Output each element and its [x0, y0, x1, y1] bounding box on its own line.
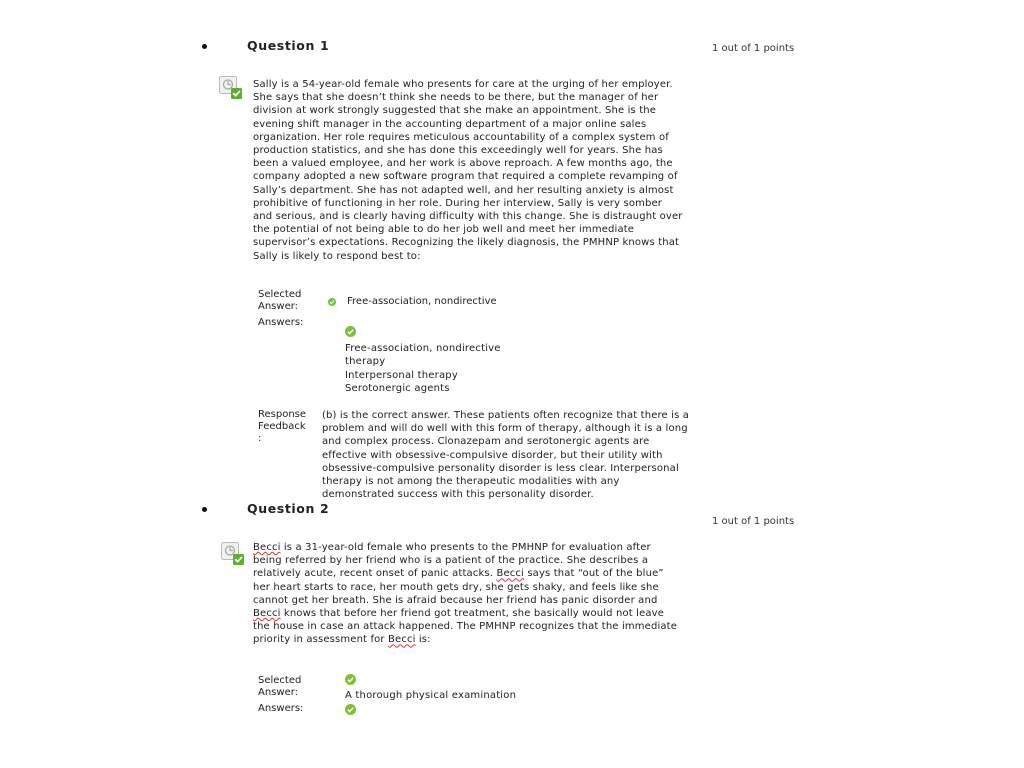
- correct-answer-icon: [219, 76, 243, 100]
- answer-option: therapy: [345, 356, 386, 368]
- check-icon: [345, 674, 356, 685]
- selected-answer-label: Selected Answer:: [258, 675, 302, 698]
- misspelled-name: Becci: [253, 542, 281, 553]
- question-text: Becci is a 31-year-old female who presents to the PMHNP for evaluation after being referred by her friend who is a patient of the practice. She describes a relatively acute, recent onset of panic attacks. Becci says that “out of the blue” her heart starts to race, her mouth gets dry, she gets shaky, and feels like she cannot get her breath. She is afraid because her friend has panic disorder and Becci knows that before her friend got treatment, she basically would not leave the house in case an attack happened. The PMHNP recognizes that the immediate priority in assessment for Becci is:: [253, 542, 678, 646]
- answer-option: Interpersonal therapy: [345, 369, 458, 381]
- misspelled-name: Becci: [496, 568, 524, 580]
- answers-label: Answers:: [258, 703, 304, 714]
- misspelled-name: Becci: [253, 608, 281, 620]
- question-title: Question 2: [247, 501, 330, 516]
- question-points: 1 out of 1 points: [712, 516, 795, 527]
- answers-list: [345, 342, 501, 395]
- correct-answer-icon: [221, 542, 245, 566]
- response-feedback-label: Response Feedback :: [258, 409, 307, 444]
- question-bullet: [202, 44, 207, 49]
- check-icon: [328, 298, 336, 306]
- selected-answer-label: Selected Answer:: [258, 289, 302, 312]
- question-title: Question 1: [247, 38, 330, 53]
- selected-answer: A thorough physical examination: [345, 690, 517, 701]
- question-points: 1 out of 1 points: [712, 43, 795, 54]
- check-icon: [345, 704, 356, 715]
- answers-label: Answers:: [258, 317, 304, 328]
- selected-answer: Free-association, nondirective: [347, 296, 497, 307]
- question-text: Sally is a 54-year-old female who presents for care at the urging of her employer. She says that she doesn’t think she needs to be there, but the manager of her division at work strongly suggested that she make an appointment. She is the evening shift manager in the accounting department of a major online sales organization. Her role requires meticulous accountability of a complex system of production statistics, and she has done this exceedingly well for years. She has been a valued employee, and her work is above reproach. A few months ago, the company adopted a new software program that required a complete revamping of Sally’s department. She has not adapted well, and her resulting anxiety is almost prohibitive of functioning in her role. During her interview, Sally is very somber and serious, and is clearly having difficulty with this change. She is distraught over the potential of not being able to do her job well and meet her immediate supervisor’s expectations. Recognizing the likely diagnosis, the PMHNP knows that Sally is likely to respond best to:: [253, 79, 683, 262]
- misspelled-name: Becci: [388, 634, 416, 646]
- check-icon: [345, 326, 356, 337]
- answer-option: Serotonergic agents: [345, 382, 450, 394]
- response-feedback: (b) is the correct answer. These patients often recognize that there is a problem and will do well with this form of therapy, although it is a long and complex process. Clonazepam and serotonergic agents are effective with obsessive-compulsive disorder, but their utility with obsessive-compulsive personality disorder is less clear. Interpersonal therapy is not among the therapeutic modalities with any demonstrated success with this personality disorder.: [322, 410, 690, 501]
- question-bullet: [202, 507, 207, 512]
- answer-option: Free-association, nondirective: [345, 343, 501, 354]
